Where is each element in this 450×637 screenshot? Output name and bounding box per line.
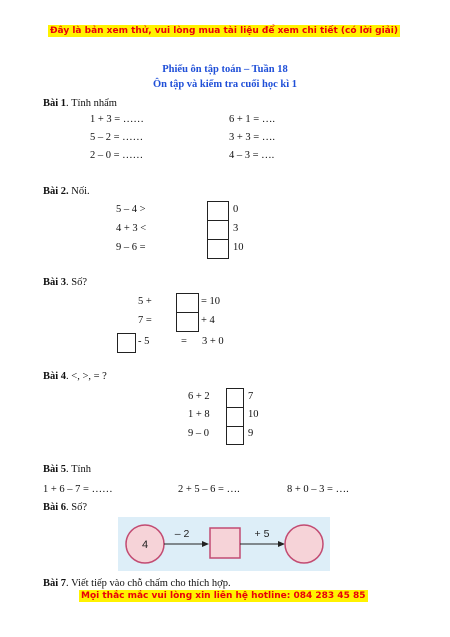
exercise-3-text: = 10 — [201, 296, 221, 307]
exercise-3-heading: Bài 3. Số? — [43, 277, 88, 288]
exercise-3-text: = — [181, 336, 187, 347]
exercise-3-text: 3 + 0 — [202, 336, 224, 347]
exercise-1-item: 6 + 1 = …. — [229, 114, 275, 125]
exercise-3-answer-box[interactable] — [117, 333, 136, 353]
footer-notice: Mọi thắc mắc vui lòng xin liên hệ hotline: 084 283 45 85 — [81, 591, 366, 601]
exercise-4-expression: 1 + 8 — [188, 409, 210, 420]
exercise-4-expression: 6 + 2 — [188, 391, 210, 402]
exercise-3-answer-box[interactable] — [176, 312, 199, 332]
exercise-3-text: - 5 — [138, 336, 150, 347]
exercise-4-expression: 9 – 0 — [188, 428, 209, 439]
exercise-2-value: 0 — [233, 204, 239, 215]
number-chain-diagram — [118, 517, 330, 571]
exercise-4-value: 7 — [248, 391, 254, 402]
worksheet-subtitle: Ôn tập và kiểm tra cuối học kì 1 — [152, 79, 298, 90]
start-number: 4 — [141, 539, 149, 551]
worksheet-title: Phiếu ôn tập toán – Tuần 18 — [162, 64, 288, 75]
exercise-5-heading: Bài 5. Tính — [43, 464, 91, 475]
exercise-2-value: 3 — [233, 223, 239, 234]
middle-answer-box[interactable] — [210, 528, 240, 558]
exercise-6-heading: Bài 6. Số? — [43, 502, 88, 513]
exercise-1-item: 3 + 3 = …. — [229, 132, 275, 143]
exercise-3-text: 5 + — [138, 296, 152, 307]
exercise-2-value: 10 — [233, 242, 244, 253]
exercise-5-item: 8 + 0 – 3 = …. — [287, 484, 349, 495]
exercise-1-item: 1 + 3 = …… — [90, 114, 144, 125]
exercise-2-expression: 4 + 3 < — [116, 223, 147, 234]
exercise-4-value: 9 — [248, 428, 254, 439]
exercise-3-text: + 4 — [201, 315, 215, 326]
exercise-5-item: 2 + 5 – 6 = …. — [178, 484, 240, 495]
exercise-2-answer-boxes[interactable] — [207, 201, 229, 259]
exercise-4-answer-boxes[interactable] — [226, 388, 244, 445]
exercise-4-value: 10 — [248, 409, 259, 420]
exercise-2-heading: Bài 2. Nối. — [43, 186, 90, 197]
exercise-3-answer-box[interactable] — [176, 293, 199, 313]
end-answer-circle[interactable] — [285, 525, 323, 563]
exercise-4-heading: Bài 4. <, >, = ? — [43, 371, 107, 382]
exercise-2-expression: 9 – 6 = — [116, 242, 146, 253]
exercise-7-heading: Bài 7. Viết tiếp vào chỗ chấm cho thích hợp. — [43, 578, 231, 589]
exercise-2-expression: 5 – 4 > — [116, 204, 146, 215]
operation-2: + 5 — [254, 528, 270, 540]
exercise-1-item: 4 – 3 = …. — [229, 150, 275, 161]
operation-1: – 2 — [174, 528, 190, 540]
exercise-1-heading: Bài 1. Tính nhẩm — [43, 98, 117, 109]
header-notice: Đây là bản xem thử, vui lòng mua tài liệu để xem chi tiết (có lời giải) — [50, 26, 398, 36]
exercise-1-item: 2 – 0 = …… — [90, 150, 144, 161]
exercise-1-item: 5 – 2 = …… — [90, 132, 144, 143]
exercise-5-item: 1 + 6 – 7 = …… — [43, 484, 113, 495]
exercise-3-text: 7 = — [138, 315, 152, 326]
